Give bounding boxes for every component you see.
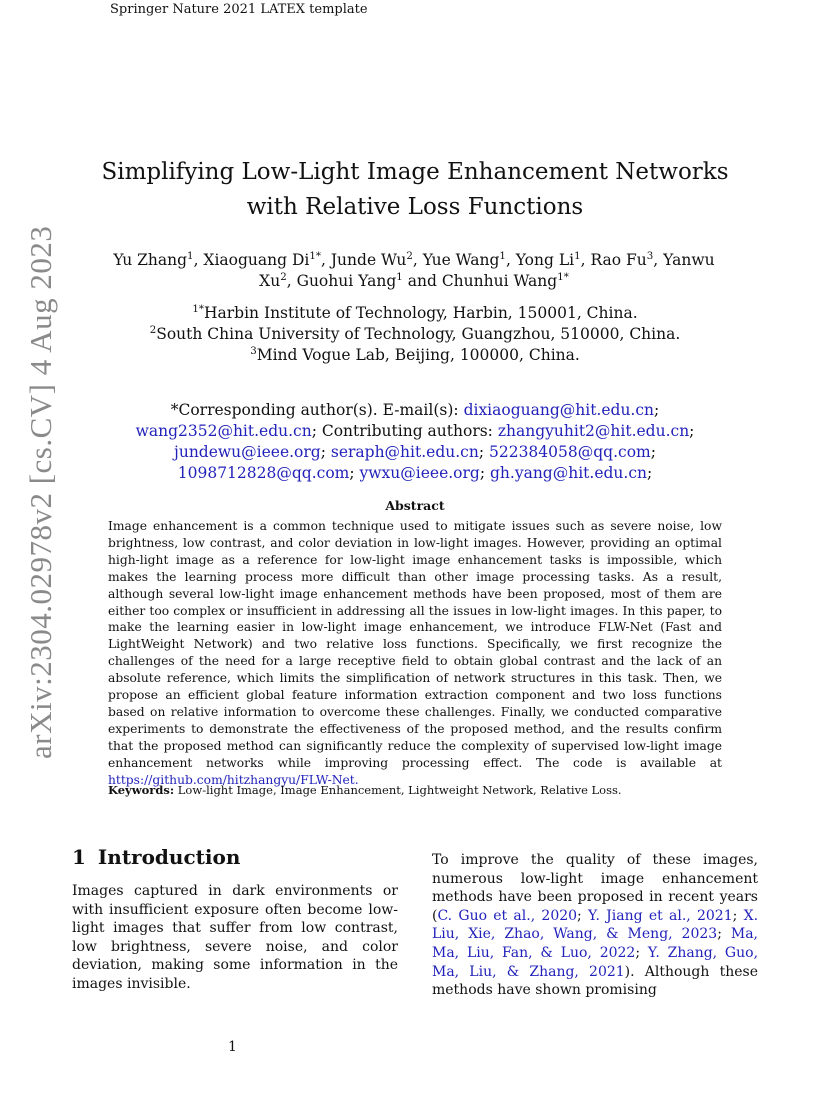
intro-left-column: Images captured in dark environments or with insufficient exposure often become low-light images that suffer from low contrast, low brightness, severe noise, and color deviation, making some information in the images invisible.	[72, 883, 398, 992]
abstract-heading: Abstract	[385, 498, 445, 513]
intro-right-column: To improve the quality of these images, numerous low-light image enhancement methods have been proposed in recent years (C. Guo et al., 2020; Y. Jiang et al., 2021; X. Liu, Xie, Zhao, Wang, & Meng, 2023; Ma, Ma, Liu, Fan, & Luo, 2022; Y. Zhang, Guo, Ma, Liu, & Zhang, 2021). Although these methods have shown promising	[432, 852, 759, 999]
contributing-email[interactable]: 1098712828@qq.com	[177, 464, 350, 482]
affiliation-text: Mind Vogue Lab, Beijing, 100000, China.	[256, 346, 580, 364]
keywords-label: Keywords:	[108, 783, 175, 797]
affiliation-mark: 1*	[192, 303, 204, 315]
affiliation-mark: 2	[149, 324, 157, 336]
corresponding-email[interactable]: wang2352@hit.edu.cn	[135, 422, 312, 440]
citation-link[interactable]: X. Liu, Xie, Zhao, Wang, & Meng, 2023	[432, 907, 759, 943]
intro-right-tail: ). Although these methods have shown promising	[432, 963, 758, 999]
affiliation-text: South China University of Technology, Guangzhou, 510000, China.	[156, 325, 681, 343]
keywords-text: Low-light Image, Image Enhancement, Lightweight Network, Relative Loss.	[177, 783, 622, 797]
author-name: Yu Zhang	[113, 251, 188, 269]
author-affiliation-mark: 2	[406, 250, 413, 262]
contributing-email[interactable]: zhangyuhit2@hit.edu.cn	[497, 422, 690, 440]
author-affiliation-mark: 1	[574, 250, 581, 262]
author-name: Yue Wang	[422, 251, 500, 269]
author-name: Rao Fu	[590, 251, 647, 269]
citation-link[interactable]: Ma, Ma, Liu, Fan, & Luo, 2022	[432, 926, 758, 961]
section-number: 1	[72, 845, 86, 869]
contributing-email[interactable]: jundewu@ieee.org	[174, 443, 321, 461]
affiliation-text: Harbin Institute of Technology, Harbin, 150001, China.	[203, 304, 638, 322]
section-heading	[72, 845, 240, 869]
code-link[interactable]: https://github.com/hitzhangyu/FLW-Net.	[108, 772, 359, 787]
affiliation-mark: 3	[250, 345, 257, 357]
contributing-email[interactable]: gh.yang@hit.edu.cn	[490, 464, 647, 482]
correspondence-block: *Corresponding author(s). E-mail(s): dixiaoguang@hit.edu.cn; wang2352@hit.edu.cn; Contributing authors: zhangyuhit2@hit.edu.cn; jundewu@ieee.org; seraph@hit.edu.cn; 522384058@qq.com; 1098712828@qq.com; ywxu@ieee.org; gh.yang@hit.edu.cn;	[135, 401, 695, 482]
author-affiliation-mark: 1	[187, 250, 194, 262]
page-number: 1	[228, 1039, 237, 1055]
author-name: Yong Li	[515, 251, 575, 269]
arxiv-identifier[interactable]: arXiv:2304.02978v2 [cs.CV] 4 Aug 2023	[23, 225, 58, 759]
affiliation-row	[90, 303, 740, 324]
affiliation-row	[90, 345, 740, 366]
abstract-text	[108, 518, 722, 789]
abstract-body-text: Image enhancement is a common technique used to mitigate issues such as severe noise, low brightness, low contrast, and color deviation in low-light images. However, providing an optimal high-light image as a reference for low-light image enhancement tasks is impossible, which makes the learning process more difficult than other image processing tasks. As a result, although several low-light image enhancement methods have been proposed, most of them are either too complex or insufficient in addressing all the issues in low-light images. In this paper, to make the learning easier in low-light image enhancement, we introduce FLW-Net (Fast and LightWeight Network) and two relative loss functions. Specifically, we first recognize the challenges of the need for a large receptive field to obtain global contrast and the lack of an absolute reference, which limits the simplification of network structures in this task. Then, we propose an efficient global feature information extraction component and two loss functions based on relative information to overcome these challenges. Finally, we conducted comparative experiments to demonstrate the effectiveness of the proposed method, and the results confirm that the proposed method can significantly reduce the complexity of supervised low-light image enhancement networks while improving processing effect. The code is available at	[108, 519, 722, 770]
author-name: Chunhui Wang	[441, 272, 558, 290]
citation-link[interactable]: Y. Jiang et al., 2021	[588, 907, 733, 924]
author-affiliation-mark: 1	[499, 250, 506, 262]
affiliation-list	[90, 303, 740, 366]
author-name: Yanwu Xu	[259, 251, 715, 290]
affiliation-row	[90, 324, 740, 345]
author-affiliation-mark: 1*	[557, 271, 569, 283]
contributing-email[interactable]: seraph@hit.edu.cn	[330, 443, 479, 461]
contributing-label: Contributing authors:	[321, 422, 493, 440]
corresponding-email[interactable]: dixiaoguang@hit.edu.cn	[463, 401, 655, 419]
author-name: Junde Wu	[330, 251, 407, 269]
intro-right-lead: To improve the quality of these images, numerous low-light image enhancement methods have been proposed in recent years (	[432, 852, 758, 924]
author-affiliation-mark: 1	[396, 271, 403, 283]
author-name: Guohui Yang	[296, 272, 397, 290]
keywords-line	[108, 783, 728, 797]
contributing-email[interactable]: 522384058@qq.com	[488, 443, 651, 461]
section-title: Introduction	[97, 845, 241, 869]
author-list: Yu Zhang$^1$, Xiaoguang $Di^{1*}$, Junde Wu$^2$, Yue Wang$^1$, Yong Li$^1$, Rao Fu$^3$, Yanwu Xu$^2$, Guohui Yang$^1$ and Chunhui Wang$^{1*}$	[113, 250, 715, 290]
author-affiliation-mark: 2	[280, 271, 287, 283]
citation-link[interactable]: Y. Zhang, Guo, Ma, Liu, & Zhang, 2021	[432, 944, 759, 980]
author-affiliation-mark: 1*	[309, 250, 321, 262]
author-name: Xiaoguang Di	[203, 251, 310, 269]
author-affiliation-mark: 3	[646, 250, 654, 262]
contributing-email[interactable]: ywxu@ieee.org	[359, 464, 480, 482]
citation-link[interactable]: C. Guo et al., 2020	[437, 907, 578, 924]
template-note: Springer Nature 2021 LATEX template	[110, 2, 368, 17]
paper-title: Simplifying Low-Light Image Enhancement Networks with Relative Loss Functions	[101, 159, 729, 220]
corresponding-label: *Corresponding author(s). E-mail(s):	[170, 401, 459, 419]
